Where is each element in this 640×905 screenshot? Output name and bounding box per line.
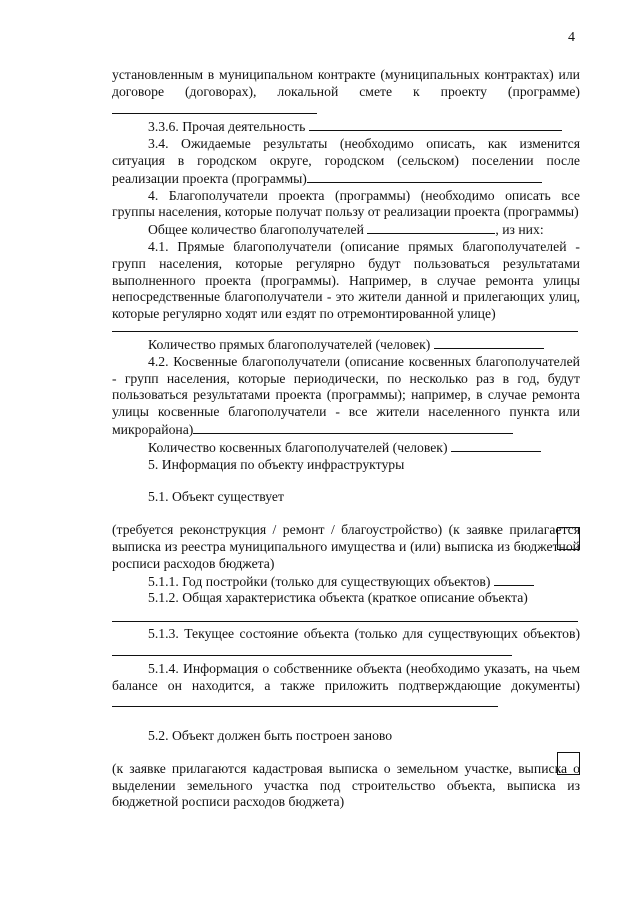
paragraph-indirect-beneficiaries: 4.2. Косвенные благополучатели (описание косвенных благополучателей - групп населения, которые периодически, по несколько раз в год, будут пользоваться результатами проекта (программы); например, в случае ремонта улицы косвенные благополучатели - все жители населенного пункта или микрорайона): [112, 353, 580, 437]
fill-line[interactable]: [451, 439, 541, 452]
fill-line[interactable]: [307, 170, 542, 183]
fill-line[interactable]: [112, 101, 317, 114]
paragraph-cadastral-note: (к заявке прилагаются кадастровая выписка о земельном участке, выписка о выделении земельного участка под строительство объекта, выписка из бюджетной росписи расходов бюджета): [112, 760, 580, 810]
fill-line[interactable]: [112, 323, 578, 332]
paragraph-other-activity: 3.3.6. Прочая деятельность: [112, 118, 580, 136]
page-number: 4: [568, 30, 575, 45]
paragraph-expected-results: 3.4. Ожидаемые результаты (необходимо описать, как изменится ситуация в городском округе, городском (сельском) поселении после реализации проекта (программы): [112, 136, 580, 186]
paragraph-beneficiaries: 4. Благополучатели проекта (программы) (необходимо описать все группы населения, которые получат пользу от реализации проекта (программы): [112, 187, 580, 220]
fill-line[interactable]: [112, 694, 498, 707]
paragraph-general-description: 5.1.2. Общая характеристика объекта (краткое описание объекта): [148, 590, 528, 606]
paragraph-year-built: 5.1.1. Год постройки (только для существующих объектов): [112, 573, 580, 591]
paragraph-build-new: 5.2. Объект должен быть построен заново: [148, 728, 393, 744]
paragraph-reconstruction-note: (требуется реконструкция / ремонт / благоустройство) (к заявке прилагается выписка из реестра муниципального имущества и (или) выписка из бюджетной росписи расходов бюджета): [112, 522, 580, 571]
paragraph-object-exists: 5.1. Объект существует: [148, 489, 284, 505]
paragraph-total-beneficiaries: Общее количество благополучателей , из них:: [148, 222, 544, 238]
fill-line[interactable]: [193, 421, 513, 434]
paragraph-contract: установленным в муниципальном контракте (муниципальных контрактах) или договоре (договорах), локальной смете к проекту (программе): [112, 67, 580, 118]
fill-line[interactable]: [112, 643, 512, 656]
paragraph-direct-beneficiaries: 4.1. Прямые благополучатели (описание прямых благополучателей - групп населения, которые регулярно будут пользоваться результатами выполненного проекта (программы). Например, в случае ремонта улицы непосредственные благополучатели - это жители данной и прилегающих улиц, которые регулярно ходят или ездят по отремонтированной улице): [112, 238, 580, 322]
document-body: [112, 67, 580, 811]
paragraph-direct-count: Количество прямых благополучателей (человек): [112, 336, 580, 354]
fill-line[interactable]: [367, 221, 495, 234]
section-heading-infrastructure: 5. Информация по объекту инфраструктуры: [148, 456, 405, 472]
build-new-checkbox[interactable]: [557, 752, 580, 775]
fill-line[interactable]: [112, 607, 578, 622]
paragraph-owner-info: 5.1.4. Информация о собственнике объекта (необходимо указать, на чьем балансе он находится, а также приложить подтверждающие документы): [112, 661, 580, 712]
fill-line[interactable]: [309, 118, 562, 131]
paragraph-indirect-count: Количество косвенных благополучателей (человек): [112, 439, 580, 457]
fill-line[interactable]: [434, 336, 544, 349]
paragraph-current-state: 5.1.3. Текущее состояние объекта (только для существующих объектов): [112, 626, 580, 661]
object-exists-checkbox[interactable]: [557, 527, 580, 550]
fill-line[interactable]: [494, 573, 534, 586]
